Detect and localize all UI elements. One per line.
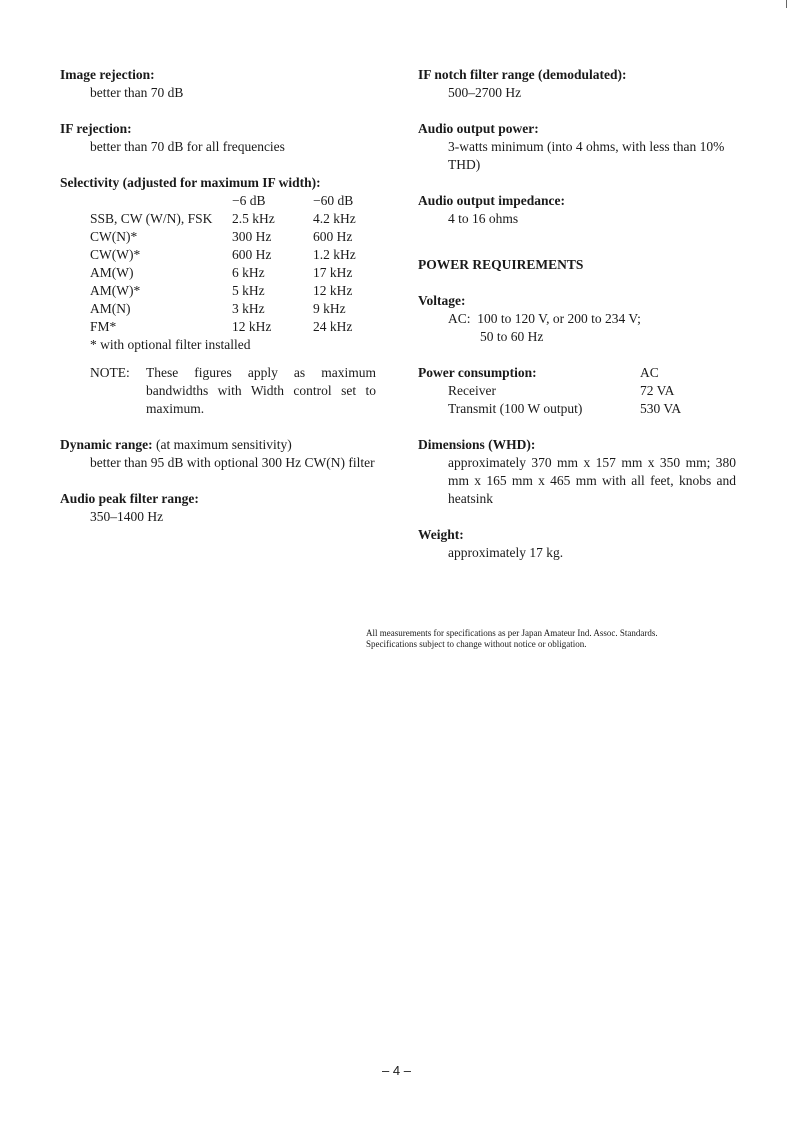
if-rejection-section	[60, 120, 390, 156]
table-cell: 2.5 kHz	[232, 211, 275, 226]
table-row	[90, 300, 356, 318]
dimensions-value-wrap	[418, 454, 736, 508]
table-row	[90, 282, 356, 300]
table-cell: AM(W)*	[90, 283, 141, 298]
table-cell: 6 kHz	[232, 265, 265, 280]
table-cell: CW(W)*	[90, 247, 141, 262]
table-cell: 3 kHz	[232, 301, 265, 316]
image-rejection-title: Image rejection:	[60, 67, 155, 82]
table-row	[418, 382, 748, 400]
table-row	[90, 318, 356, 336]
dimensions-title: Dimensions (WHD):	[418, 437, 536, 452]
voltage-title: Voltage:	[418, 293, 466, 308]
table-cell: −60 dB	[313, 193, 354, 208]
power-row-label: Receiver	[448, 383, 496, 398]
left-column	[60, 66, 390, 544]
table-row	[418, 400, 748, 418]
table-cell: 1.2 kHz	[313, 247, 356, 262]
power-consumption-col-header: AC	[640, 365, 659, 380]
power-consumption-header	[418, 364, 748, 382]
dynamic-range-section	[60, 436, 390, 472]
audio-power-value: 3-watts minimum (into 4 ohms, with less than 10% THD)	[448, 139, 725, 172]
table-cell: AM(N)	[90, 301, 131, 316]
weight-title: Weight:	[418, 527, 464, 542]
weight-section	[418, 526, 748, 562]
table-cell: FM*	[90, 319, 117, 334]
dynamic-range-text: better than 95 dB with optional 300 Hz CW(N) filter	[90, 455, 375, 470]
selectivity-table	[90, 192, 356, 336]
selectivity-header-row	[90, 192, 356, 210]
table-row	[90, 264, 356, 282]
table-cell: 4.2 kHz	[313, 211, 356, 226]
selectivity-section	[60, 174, 390, 418]
image-rejection-section	[60, 66, 390, 102]
table-cell: 5 kHz	[232, 283, 265, 298]
power-row-label: Transmit (100 W output)	[448, 401, 583, 416]
table-cell: 12 kHz	[313, 283, 353, 298]
audio-power-section	[418, 120, 748, 174]
table-row	[90, 210, 356, 228]
table-cell: 600 Hz	[232, 247, 272, 262]
audio-impedance-value: 4 to 16 ohms	[448, 211, 519, 226]
if-notch-value: 500–2700 Hz	[448, 85, 522, 100]
selectivity-title: Selectivity (adjusted for maximum IF width):	[60, 175, 321, 190]
audio-peak-section	[60, 490, 390, 526]
dimensions-section	[418, 436, 748, 508]
footer-note-line2: Specifications subject to change without notice or obligation.	[366, 639, 587, 649]
footer-note	[366, 628, 658, 650]
audio-peak-value: 350–1400 Hz	[90, 509, 164, 524]
audio-power-title: Audio output power:	[418, 121, 539, 136]
power-consumption-title: Power consumption:	[418, 365, 537, 380]
if-rejection-title: IF rejection:	[60, 121, 132, 136]
note-text: These figures apply as maximum bandwidths with Width control set to maximum.	[146, 365, 376, 416]
weight-value: approximately 17 kg.	[448, 545, 564, 560]
dynamic-range-title: Dynamic range:	[60, 437, 153, 452]
power-consumption-section	[418, 364, 748, 418]
if-notch-section	[418, 66, 748, 102]
footer-note-line1: All measurements for specifications as per Japan Amateur Ind. Assoc. Standards.	[366, 628, 658, 638]
table-cell: CW(N)*	[90, 229, 138, 244]
table-cell: 12 kHz	[232, 319, 272, 334]
table-cell: 600 Hz	[313, 229, 353, 244]
table-row	[90, 228, 356, 246]
right-column	[418, 66, 748, 580]
table-cell: 24 kHz	[313, 319, 353, 334]
dynamic-range-heading	[60, 436, 390, 454]
audio-impedance-section	[418, 192, 748, 228]
table-cell: AM(W)	[90, 265, 134, 280]
note-label: NOTE:	[90, 365, 130, 380]
selectivity-note	[90, 364, 390, 418]
image-rejection-value: better than 70 dB	[90, 85, 184, 100]
voltage-line1: AC: 100 to 120 V, or 200 to 234 V;	[448, 311, 641, 326]
table-cell: −6 dB	[232, 193, 266, 208]
table-row	[90, 246, 356, 264]
voltage-section	[418, 292, 748, 346]
voltage-line2: 50 to 60 Hz	[480, 329, 544, 344]
audio-impedance-title: Audio output impedance:	[418, 193, 566, 208]
power-row-value: 530 VA	[640, 401, 682, 416]
table-cell: 17 kHz	[313, 265, 353, 280]
audio-peak-title: Audio peak filter range:	[60, 491, 199, 506]
power-requirements-heading: POWER REQUIREMENTS	[418, 257, 584, 272]
selectivity-footnote: * with optional filter installed	[90, 337, 251, 352]
table-cell: 300 Hz	[232, 229, 272, 244]
dynamic-range-title-suffix: (at maximum sensitivity)	[155, 437, 292, 452]
dimensions-value: approximately 370 mm x 157 mm x 350 mm; 380 mm x 165 mm x 465 mm with all feet, knobs and heatsink	[448, 455, 736, 506]
power-requirements-heading-section	[418, 256, 748, 274]
if-notch-title: IF notch filter range (demodulated):	[418, 67, 627, 82]
power-row-value: 72 VA	[640, 383, 675, 398]
dynamic-range-value	[60, 454, 376, 472]
table-cell	[90, 192, 232, 210]
scan-mark	[786, 0, 787, 8]
page-number: – 4 –	[382, 1063, 411, 1078]
table-cell: SSB, CW (W/N), FSK	[90, 211, 213, 226]
table-cell: 9 kHz	[313, 301, 346, 316]
if-rejection-value: better than 70 dB for all frequencies	[90, 139, 285, 154]
